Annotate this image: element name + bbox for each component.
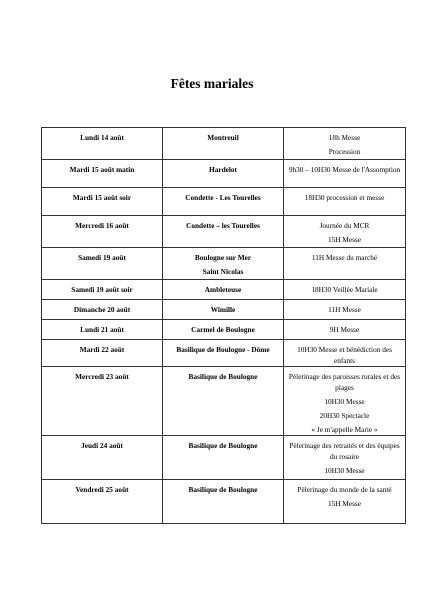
event-text: 15H Messe — [327, 499, 362, 508]
place-text: Basilique de Boulogne — [188, 441, 258, 450]
schedule-table — [41, 127, 406, 524]
date-cell — [42, 188, 163, 216]
date-text: Mardi 22 août — [79, 345, 125, 354]
place-text: Basilique de Boulogne - Dôme — [176, 345, 270, 354]
date-text: Mercredi 23 août — [75, 372, 129, 381]
place-cell — [163, 320, 284, 340]
table-row — [42, 160, 406, 188]
table-row — [42, 367, 406, 436]
date-text: Samedi 19 août — [78, 253, 126, 262]
event-text: 11H Messe — [328, 305, 361, 314]
event-cell — [284, 216, 406, 248]
event-cell — [284, 188, 406, 216]
event-cell — [284, 300, 406, 320]
date-text: Lundi 21 août — [80, 325, 124, 334]
place-text: Basilique de Boulogne — [188, 372, 258, 381]
table-row — [42, 248, 406, 280]
date-cell — [42, 248, 163, 280]
date-cell — [42, 216, 163, 248]
event-text: Pèlerinage du monde de la santé — [297, 485, 392, 494]
date-text: Dimanche 20 août — [73, 305, 131, 314]
event-text: 18h Messe — [328, 133, 361, 142]
event-text: 10H30 Messe — [324, 397, 365, 406]
date-text: Vendredi 25 août — [75, 485, 129, 494]
place-text: Carmel de Boulogne — [191, 325, 255, 334]
place-cell — [163, 436, 284, 480]
place-cell — [163, 367, 284, 436]
event-text: 10H30 Messe et bénédiction des enfants — [297, 345, 392, 365]
date-cell — [42, 280, 163, 300]
event-cell — [284, 280, 406, 300]
event-text: Procession — [328, 147, 361, 156]
date-text: Mardi 15 août matin — [69, 165, 135, 174]
date-cell — [42, 436, 163, 480]
page-title: Fêtes mariales — [170, 76, 254, 91]
table-row — [42, 280, 406, 300]
place-cell — [163, 280, 284, 300]
place-cell — [163, 340, 284, 367]
table-row — [42, 480, 406, 524]
place-cell — [163, 160, 284, 188]
date-cell — [42, 367, 163, 436]
event-text: Journée du MCR — [319, 221, 370, 230]
event-text: 18H30 Veillée Mariale — [311, 285, 378, 294]
event-cell — [284, 367, 406, 436]
place-text: Ambleteuse — [204, 285, 242, 294]
date-text: Samedi 19 août soir — [71, 285, 133, 294]
place-text: Wimille — [210, 305, 236, 314]
date-cell — [42, 340, 163, 367]
schedule-body — [42, 128, 406, 524]
date-cell — [42, 320, 163, 340]
table-row — [42, 188, 406, 216]
event-text: 15H Messe — [327, 235, 362, 244]
event-text: 20H30 Spectacle — [319, 411, 370, 420]
table-row — [42, 128, 406, 160]
date-cell — [42, 480, 163, 524]
event-text: « Je m'appelle Marie » — [311, 425, 378, 434]
date-text: Jeudi 24 août — [81, 441, 123, 450]
place-text: Saint Nicolas — [202, 267, 244, 276]
event-text: 10H30 Messe — [324, 466, 365, 475]
date-cell — [42, 300, 163, 320]
place-text: Montreuil — [207, 133, 239, 142]
place-cell — [163, 188, 284, 216]
table-row — [42, 320, 406, 340]
place-text: Boulogne sur Mer — [194, 253, 252, 262]
place-cell — [163, 480, 284, 524]
table-row — [42, 340, 406, 367]
table-row — [42, 436, 406, 480]
place-text: Hardelot — [209, 165, 237, 174]
table-row — [42, 300, 406, 320]
event-text: Pèlerinage des paroisses rurales et des plages — [288, 372, 401, 392]
event-text: 9h30 – 10H30 Messe de l'Assomption — [288, 165, 401, 174]
place-cell — [163, 128, 284, 160]
event-cell — [284, 480, 406, 524]
place-text: Condette – les Tourelles — [186, 221, 260, 230]
event-cell — [284, 320, 406, 340]
event-text: 11H Messe du marché — [311, 253, 378, 262]
event-cell — [284, 436, 406, 480]
event-cell — [284, 160, 406, 188]
date-text: Lundi 14 août — [80, 133, 124, 142]
table-row — [42, 216, 406, 248]
date-text: Mardi 15 août soir — [72, 193, 132, 202]
date-text: Mercredi 16 août — [75, 221, 129, 230]
place-text: Basilique de Boulogne — [188, 485, 258, 494]
event-cell — [284, 248, 406, 280]
date-cell — [42, 160, 163, 188]
event-text: 9H Messe — [329, 325, 360, 334]
place-cell — [163, 300, 284, 320]
place-cell — [163, 248, 284, 280]
place-cell — [163, 216, 284, 248]
date-cell — [42, 128, 163, 160]
event-text: Pèlerinage des retraités et des équipes du rosaire — [289, 441, 400, 461]
event-cell — [284, 340, 406, 367]
event-text: 18H30 procession et messe — [304, 193, 385, 202]
event-cell — [284, 128, 406, 160]
place-text: Condette - Les Tourelles — [185, 193, 261, 202]
